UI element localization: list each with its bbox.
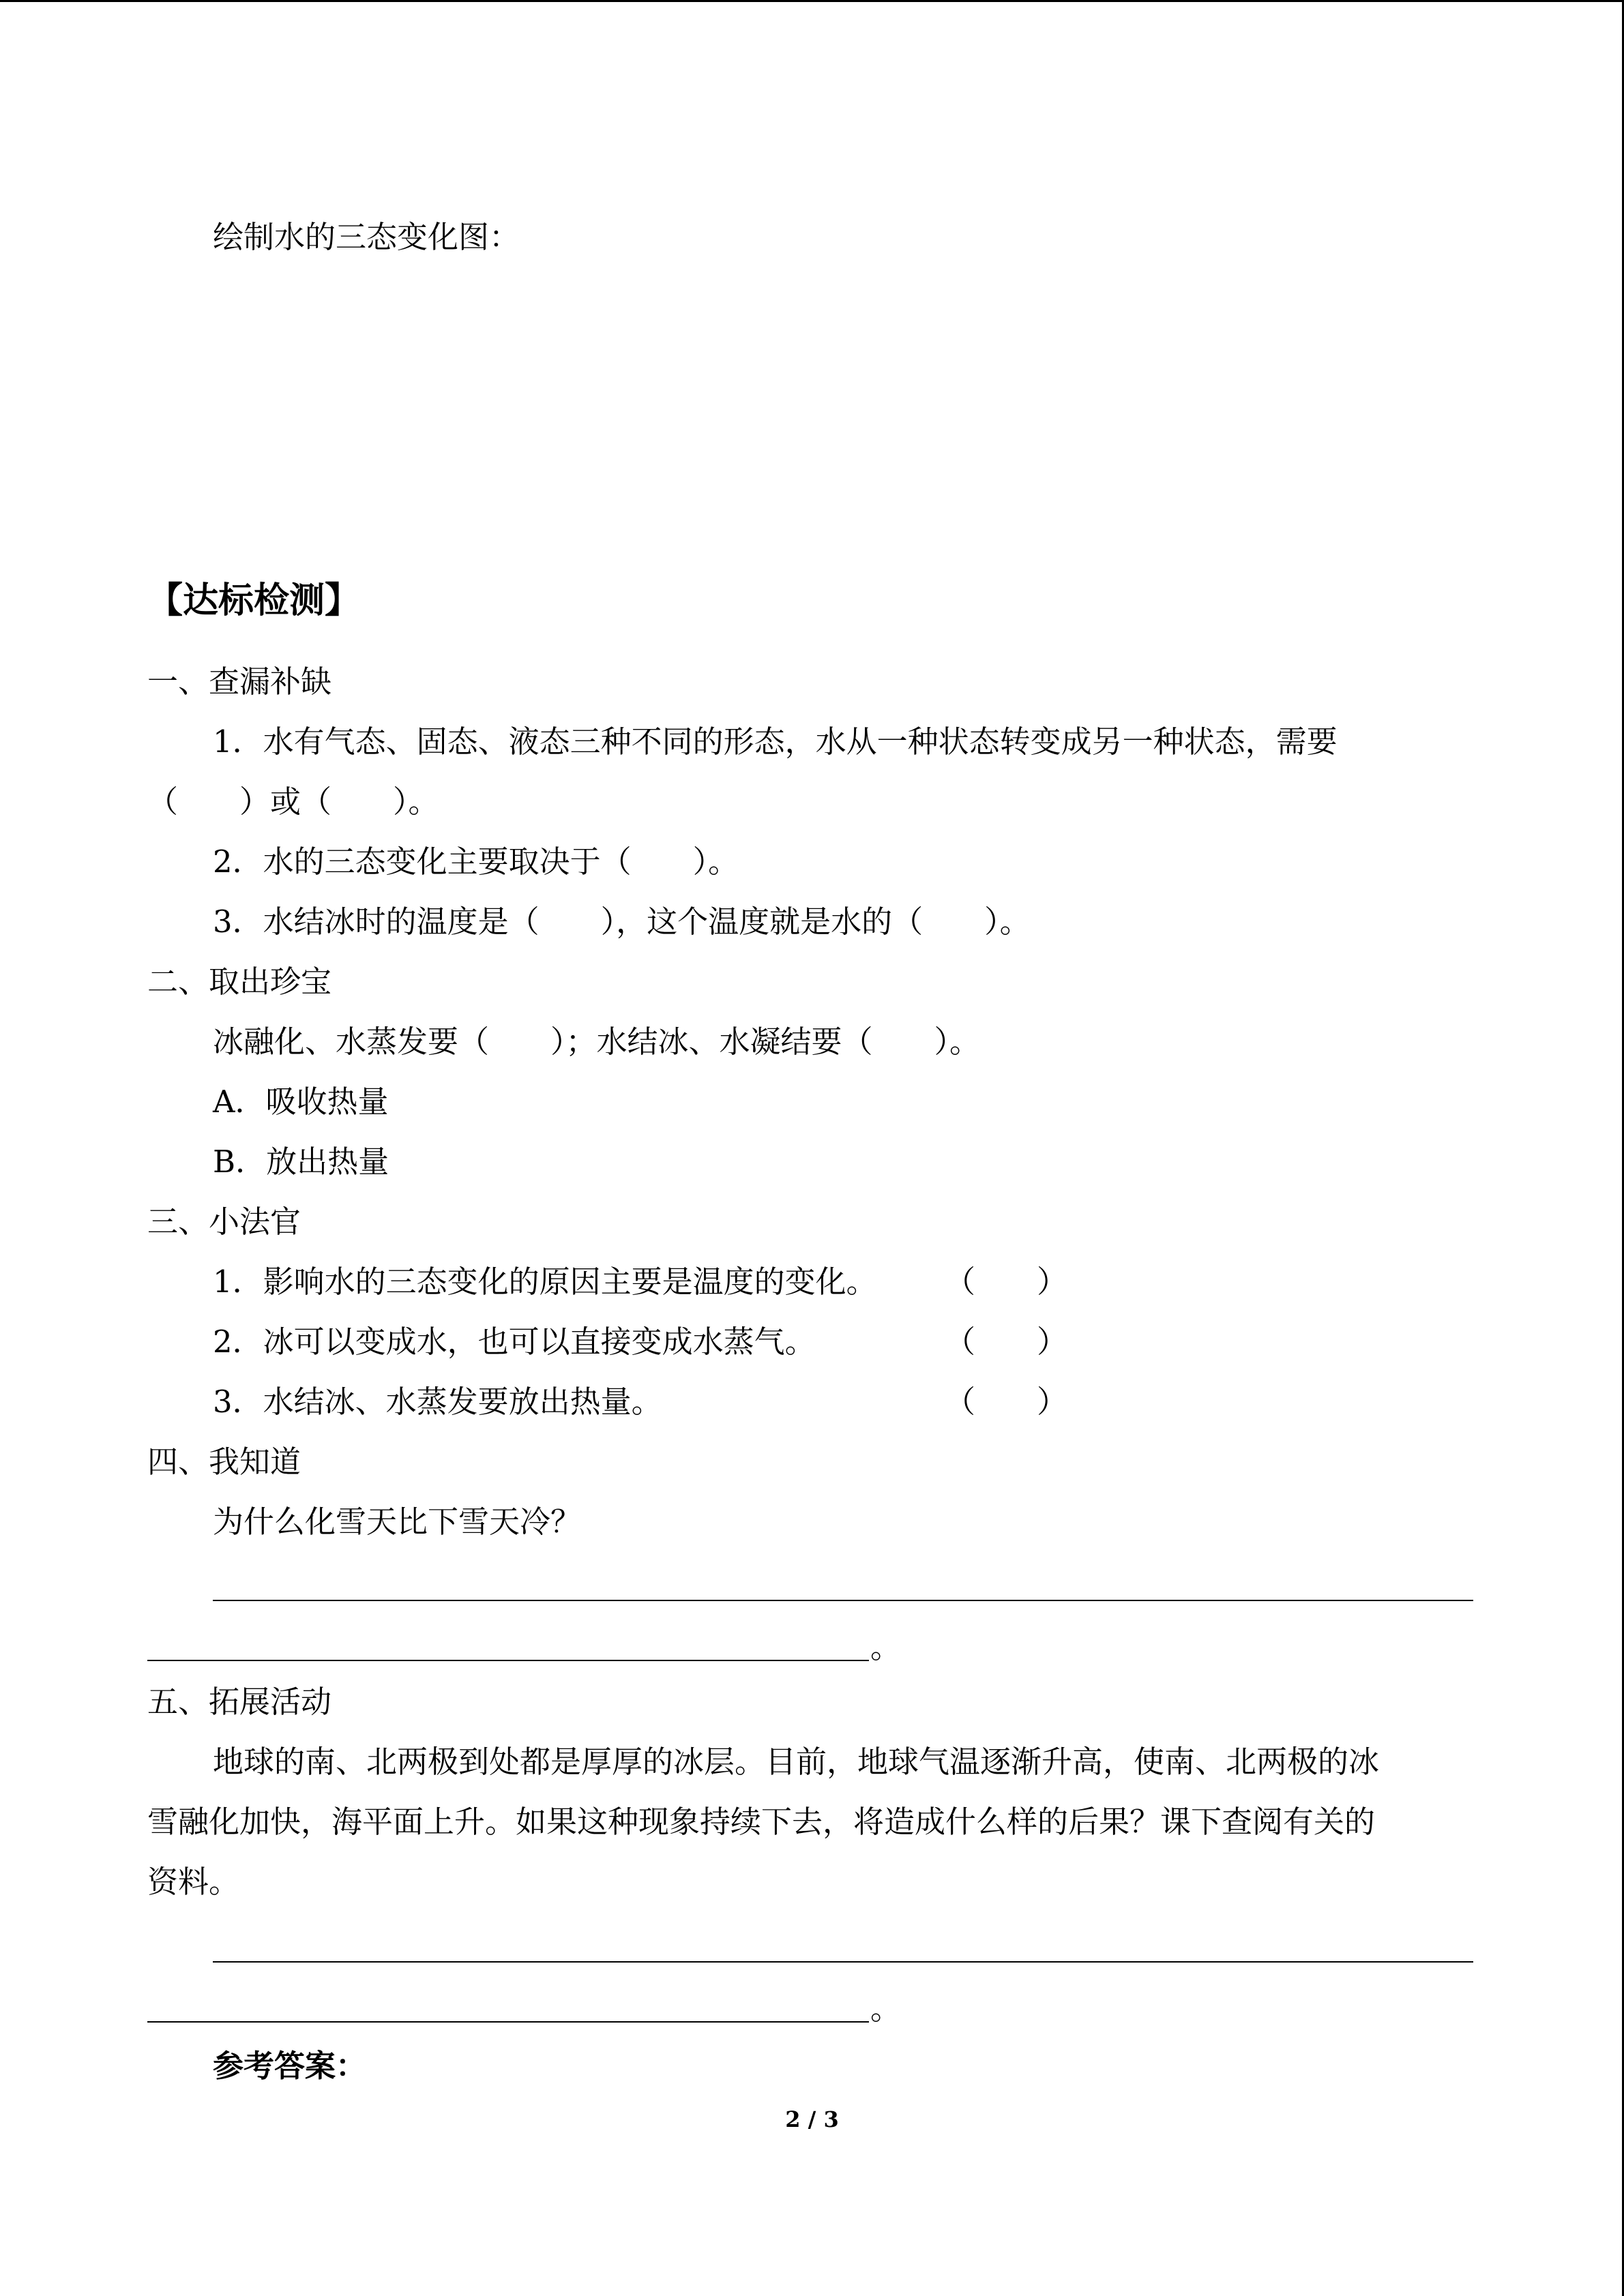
part1-q1-line1: 1．水有气态、固态、液态三种不同的形态，水从一种状态转变成另一种状态，需要 [213, 724, 1338, 760]
answer-line[interactable] [213, 1961, 1473, 1963]
part5-line3: 资料。 [147, 1864, 240, 1900]
answers-label: 参考答案： [213, 2048, 367, 2084]
part1-title: 一、查漏补缺 [147, 664, 332, 700]
end-period: 。 [870, 1991, 902, 2027]
judge-item-bracket: （ ） [945, 1384, 1068, 1420]
judge-item-bracket: （ ） [945, 1264, 1068, 1300]
page-border-top [0, 0, 1624, 2]
judge-item-text: 1．影响水的三态变化的原因主要是温度的变化。 [213, 1264, 877, 1300]
part5-title: 五、拓展活动 [147, 1684, 332, 1720]
part4-title: 四、我知道 [147, 1444, 301, 1480]
part1-q1-line2: （ ）或（ ）。 [147, 784, 439, 820]
part2-title: 二、取出珍宝 [147, 964, 332, 1000]
part2-option-b: B．放出热量 [213, 1144, 389, 1180]
answer-line[interactable] [147, 2021, 869, 2023]
part4-question: 为什么化雪天比下雪天冷？ [213, 1504, 582, 1540]
part5-line2: 雪融化加快，海平面上升。如果这种现象持续下去，将造成什么样的后果？课下查阅有关的 [147, 1804, 1376, 1840]
part2-question: 冰融化、水蒸发要（ ）；水结冰、水凝结要（ ）。 [213, 1024, 981, 1060]
section-title: 【达标检测】 [147, 580, 361, 621]
part2-option-a: A．吸收热量 [213, 1084, 389, 1120]
judge-item-text: 2．冰可以变成水，也可以直接变成水蒸气。 [213, 1324, 816, 1360]
end-period: 。 [870, 1629, 902, 1665]
answer-line[interactable] [147, 1660, 869, 1661]
answer-line[interactable] [213, 1600, 1473, 1601]
judge-item-bracket: （ ） [945, 1324, 1068, 1360]
judge-item-text: 3．水结冰、水蒸发要放出热量。 [213, 1384, 662, 1420]
page-number: 2 / 3 [785, 2106, 839, 2132]
part1-q3: 3．水结冰时的温度是（ ），这个温度就是水的（ ）。 [213, 904, 1031, 940]
part1-q2: 2．水的三态变化主要取决于（ ）。 [213, 844, 739, 880]
part3-title: 三、小法官 [147, 1204, 301, 1240]
part5-line1: 地球的南、北两极到处都是厚厚的冰层。目前，地球气温逐渐升高，使南、北两极的冰 [213, 1744, 1380, 1780]
diagram-prompt: 绘制水的三态变化图： [213, 219, 520, 255]
